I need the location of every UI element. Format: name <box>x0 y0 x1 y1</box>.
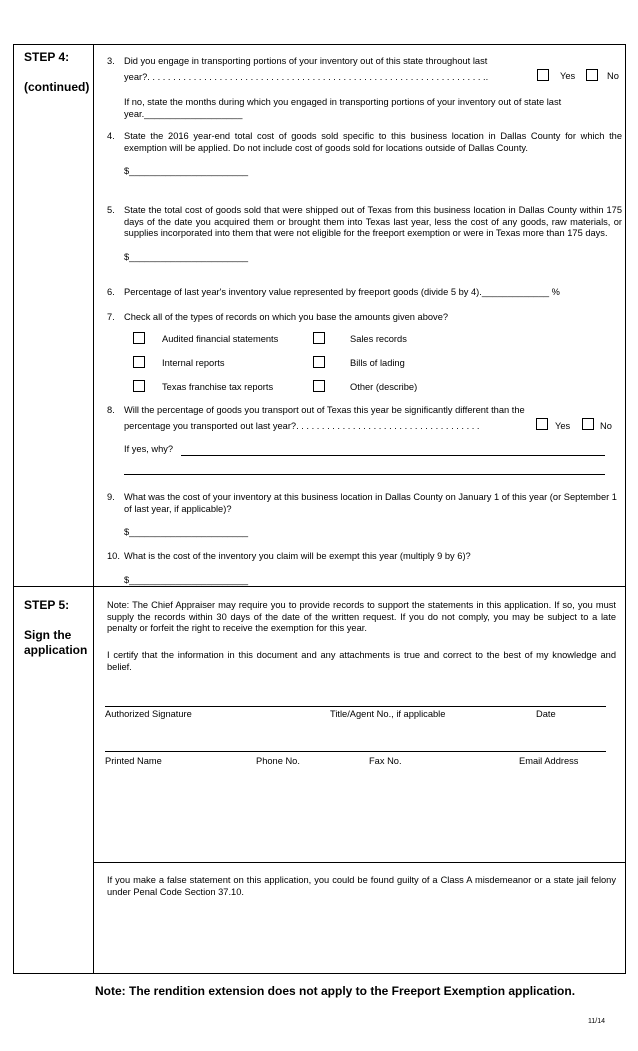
q8-yes-label: Yes <box>555 421 571 431</box>
option-bills-of-lading: Bills of lading <box>350 358 405 368</box>
question-number: 10. <box>107 551 120 561</box>
question-3-followup <box>107 97 622 120</box>
authorized-signature-label: Authorized Signature <box>105 709 192 719</box>
question-3-followup-line1: If no, state the months during which you engaged in transporting portions of your inventory out of state last <box>124 97 562 107</box>
q8-no-label: No <box>600 421 612 431</box>
question-3-leader: year?. . . . . . . . . . . . . . . . . . . . . . . . . . . . . . . . . . . . . . . . . . . . . . . . . . . . . . . . . . . . . . . . . .. <box>124 71 489 82</box>
question-5-text: State the total cost of goods sold that were shipped out of Texas from this business location in Dallas County within 175 days of the date you acquired them or brought them into Texas last year, less the cost of any goods, raw materials, or supplies incorporated into them that were not eligible for the freeport exemption or were in Texas more than 175 days. <box>124 205 622 238</box>
q3-yes-checkbox[interactable] <box>537 69 549 81</box>
q8-why-label: If yes, why? <box>124 444 174 454</box>
bills-of-lading-checkbox[interactable] <box>313 356 325 368</box>
question-9 <box>107 492 622 539</box>
step4-title: STEP 4: <box>24 50 70 64</box>
option-internal-reports: Internal reports <box>162 358 225 368</box>
question-number: 8. <box>107 405 115 415</box>
question-10-blank[interactable]: $_______________________ <box>124 574 249 585</box>
date-label: Date <box>536 709 556 719</box>
false-statement-warning: If you make a false statement on this application, you could be found guilty of a Class A misdemeanor or a state jail felony under Penal Code Section 37.10. <box>107 875 616 897</box>
question-9-text: What was the cost of your inventory at this business location in Dallas County on January 1 of this year (or September 1 of last year, if applicable)? <box>124 492 617 514</box>
option-other-describe: Other (describe) <box>350 382 418 392</box>
internal-reports-checkbox[interactable] <box>133 356 145 368</box>
email-label: Email Address <box>519 756 579 766</box>
column-divider <box>93 44 94 974</box>
title-agent-label: Title/Agent No., if applicable <box>330 709 446 719</box>
audited-financial-checkbox[interactable] <box>133 332 145 344</box>
question-4-blank[interactable]: $_______________________ <box>124 166 249 176</box>
question-4-text: State the 2016 year-end total cost of goods sold specific to this business location in Dallas County for which the exemption will be applied. Do not include cost of goods sold for locations outside of Dallas County. <box>124 131 622 153</box>
footer-note: Note: The rendition extension does not apply to the Freeport Exemption application. <box>95 984 576 998</box>
option-franchise-tax: Texas franchise tax reports <box>162 382 274 392</box>
step5-subtitle-1: Sign the <box>24 628 72 642</box>
question-8-line1: Will the percentage of goods you transport out of Texas this year be significantly different than the <box>124 405 525 415</box>
warning-divider <box>93 862 626 863</box>
question-number: 6. <box>107 287 115 297</box>
certify-statement: I certify that the information in this document and any attachments is true and correct to the best of my knowledge and belief. <box>107 650 616 672</box>
question-5-blank[interactable]: $_______________________ <box>124 251 249 262</box>
question-number: 3. <box>107 56 115 66</box>
q8-why-line-2[interactable] <box>124 474 605 475</box>
signature-line[interactable] <box>105 706 606 707</box>
q8-why-line-1[interactable] <box>181 455 605 456</box>
franchise-tax-checkbox[interactable] <box>133 380 145 392</box>
question-number: 9. <box>107 492 115 502</box>
question-10 <box>107 551 622 586</box>
question-number: 4. <box>107 131 115 141</box>
question-3-line1: Did you engage in transporting portions of your inventory out of this state throughout last <box>124 56 488 66</box>
question-5 <box>107 205 622 263</box>
q8-yes-checkbox[interactable] <box>536 418 548 430</box>
other-describe-checkbox[interactable] <box>313 380 325 392</box>
question-7 <box>107 312 622 324</box>
option-sales-records: Sales records <box>350 334 407 344</box>
phone-label: Phone No. <box>256 756 300 766</box>
question-4 <box>107 131 622 178</box>
q3-no-checkbox[interactable] <box>586 69 598 81</box>
question-8-line2: percentage you transported out last year?. . . . . . . . . . . . . . . . . . . . . . . . . . . . . . . . . . . . <box>124 420 480 431</box>
step5-subtitle-2: application <box>24 643 88 657</box>
question-10-text: What is the cost of the inventory you claim will be exempt this year (multiply 9 by 6)? <box>124 551 471 561</box>
printed-name-label: Printed Name <box>105 756 162 766</box>
printed-name-line[interactable] <box>105 751 606 752</box>
question-9-blank[interactable]: $_______________________ <box>124 527 249 537</box>
option-audited-financial: Audited financial statements <box>162 334 279 344</box>
fax-label: Fax No. <box>369 756 402 766</box>
sales-records-checkbox[interactable] <box>313 332 325 344</box>
step4-subtitle: (continued) <box>24 80 90 94</box>
step-divider <box>13 586 626 587</box>
question-6-text[interactable]: Percentage of last year's inventory value represented by freeport goods (divide 5 by 4)._____________ % <box>124 287 560 297</box>
question-6 <box>107 287 622 299</box>
q3-yes-label: Yes <box>560 71 576 81</box>
q3-no-label: No <box>607 71 619 81</box>
page-number: 11/14 <box>588 1018 605 1025</box>
step5-title: STEP 5: <box>24 598 70 612</box>
question-number: 5. <box>107 205 115 215</box>
question-3-followup-line2[interactable]: year.___________________ <box>124 108 243 119</box>
question-number: 7. <box>107 312 115 322</box>
records-note: Note: The Chief Appraiser may require you to provide records to support the statements in this application. If so, you must supply the records within 30 days of the date of the written request. If you do not comply, you may be subject to a late penalty or forfeit the right to receive the exemption for this year. <box>107 600 616 633</box>
question-7-text: Check all of the types of records on which you base the amounts given above? <box>124 312 449 322</box>
q8-no-checkbox[interactable] <box>582 418 594 430</box>
